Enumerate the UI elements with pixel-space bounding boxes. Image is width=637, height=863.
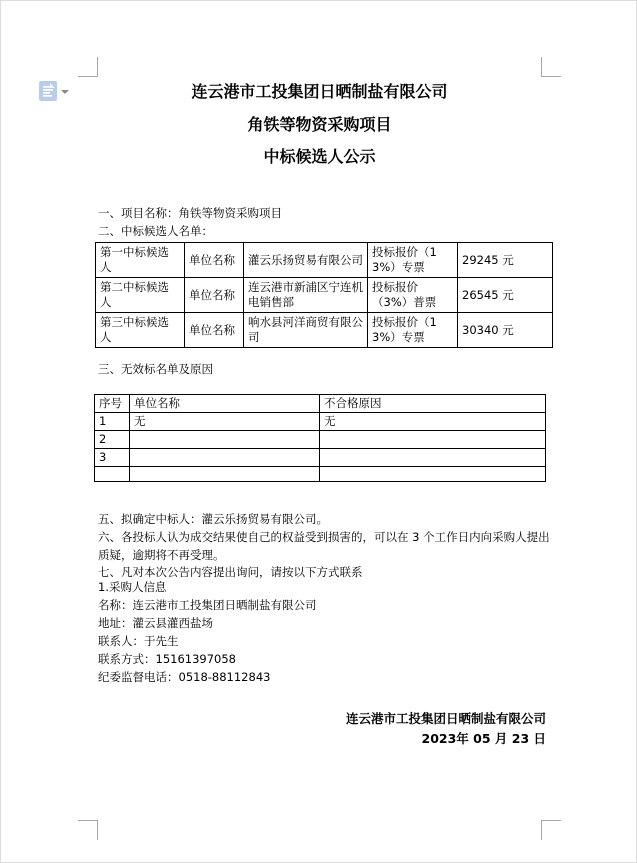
candidates-table (95, 242, 553, 348)
purchaser-supervision-phone: 纪委监督电话：0518-88112843 (98, 670, 271, 684)
unit-label-cell: 单位名称 (185, 278, 244, 313)
bid-quote-cell: 投标报价（13%）专票 (368, 313, 458, 348)
purchaser-address: 地址：灌云县灌西盐场 (98, 616, 213, 630)
table-row (95, 413, 546, 431)
document-title-company: 连云港市工投集团日晒制盐有限公司 (191, 82, 448, 101)
bid-quote-cell: 投标报价（13%）专票 (368, 243, 458, 278)
purchaser-name: 名称：连云港市工投集团日晒制盐有限公司 (98, 598, 317, 612)
company-name-cell: 连云港市新浦区宁连机电销售部 (244, 278, 368, 313)
unit-cell: 无 (130, 413, 320, 431)
purchaser-contact-person: 联系人：于先生 (98, 634, 179, 648)
table-row (96, 313, 553, 348)
company-name-cell: 响水县河洋商贸有限公司 (244, 313, 368, 348)
section-inquiry: 七、凡对本次公告内容提出询问，请按以下方式联系 (98, 565, 363, 579)
candidate-rank-cell: 第二中标候选人 (96, 278, 185, 313)
section-winner: 五、拟确定中标人：灌云乐扬贸易有限公司。 (98, 512, 328, 526)
bid-price-cell: 29245 元 (458, 243, 553, 278)
table-row (95, 467, 546, 482)
header-不合格原因: 不合格原因 (320, 395, 546, 413)
document-title-project: 角铁等物资采购项目 (247, 115, 392, 134)
table-row (96, 243, 553, 278)
section-invalid-heading: 三、无效标名单及原因 (98, 362, 213, 376)
unit-label-cell: 单位名称 (185, 243, 244, 278)
seq-cell: 1 (95, 413, 130, 431)
signature-company: 连云港市工投集团日晒制盐有限公司 (345, 711, 546, 726)
table-row (95, 431, 546, 449)
candidate-rank-cell: 第三中标候选人 (96, 313, 185, 348)
section-project-name: 一、项目名称：角铁等物资采购项目 (98, 206, 282, 220)
purchaser-info-heading: 1.采购人信息 (98, 580, 167, 594)
header-单位名称: 单位名称 (130, 395, 320, 413)
section-objection: 六、各投标人认为成交结果使自己的权益受到损害的，可以在 3 个工作日内向采购人提出质疑，逾期将不再受理。 (98, 530, 550, 562)
section-candidates-heading: 二、中标候选人名单： (98, 224, 213, 238)
bid-price-cell: 30340 元 (458, 313, 553, 348)
unit-label-cell: 单位名称 (185, 313, 244, 348)
reason-cell (320, 431, 546, 449)
reason-cell (320, 449, 546, 467)
margin-crop-mark-bottom-left (78, 820, 98, 840)
bid-price-cell: 26545 元 (458, 278, 553, 313)
invalid-bids-table (94, 394, 546, 482)
margin-crop-mark-bottom-right (541, 820, 561, 840)
unit-cell (130, 449, 320, 467)
margin-crop-mark-top-right (541, 57, 561, 77)
header-序号: 序号 (95, 395, 130, 413)
table-row (95, 449, 546, 467)
reason-cell: 无 (320, 413, 546, 431)
company-name-cell: 灌云乐扬贸易有限公司 (244, 243, 368, 278)
bid-quote-cell: 投标报价（3%）普票 (368, 278, 458, 313)
margin-crop-mark-top-left (78, 57, 98, 77)
seq-cell (95, 467, 130, 482)
table-row (96, 278, 553, 313)
reason-cell (320, 467, 546, 482)
unit-cell (130, 431, 320, 449)
unit-cell (130, 467, 320, 482)
document-title-announcement: 中标候选人公示 (263, 147, 376, 166)
seq-cell: 3 (95, 449, 130, 467)
purchaser-contact-phone: 联系方式：15161397058 (98, 652, 236, 666)
seq-cell: 2 (95, 431, 130, 449)
table-header-row (95, 395, 546, 413)
signature-date: 2023年 05 月 23 日 (421, 731, 546, 746)
candidate-rank-cell: 第一中标候选人 (96, 243, 185, 278)
